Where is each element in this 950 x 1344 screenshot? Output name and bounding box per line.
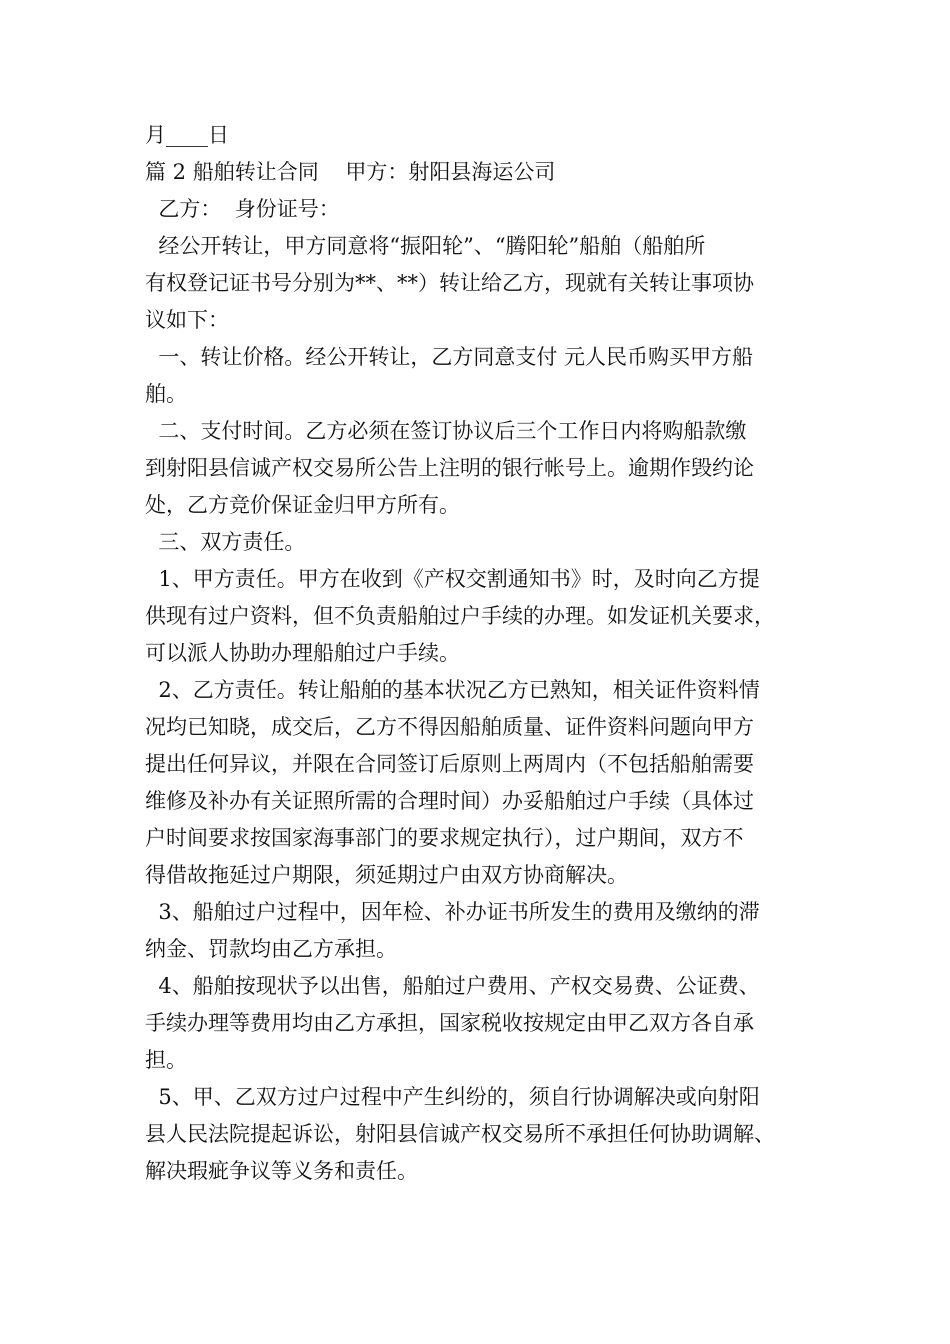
text-line: 2、乙方责任。转让船舶的基本状况乙方已熟知，相关证件资料情 — [145, 678, 760, 702]
text-line: 县人民法院提起诉讼，射阳县信诚产权交易所不承担任何协助调解、 — [145, 1122, 775, 1146]
document-page — [145, 117, 825, 1190]
text-line: 担。 — [145, 1048, 187, 1072]
text-line: 处，乙方竞价保证金归甲方所有。 — [145, 493, 460, 517]
text-line: 经公开转让，甲方同意将“振阳轮”、“腾阳轮”船舶（船舶所 — [145, 234, 706, 258]
text-line: 手续办理等费用均由乙方承担，国家税收按规定由甲乙双方各自承 — [145, 1011, 754, 1035]
text-line: 5、甲、乙双方过户过程中产生纠纷的，须自行协调解决或向射阳 — [145, 1085, 760, 1109]
text-line: 一、转让价格。经公开转让，乙方同意支付 元人民币购买甲方船 — [145, 345, 754, 369]
text-line: 舶。 — [145, 382, 187, 406]
text-line: 月____日 — [145, 123, 229, 147]
text-line: 得借故拖延过户期限，须延期过户由双方协商解决。 — [145, 863, 628, 887]
text-line: 解决瑕疵争议等义务和责任。 — [145, 1159, 418, 1183]
text-line: 3、船舶过户过程中，因年检、补办证书所发生的费用及缴纳的滞 — [145, 900, 760, 924]
text-line: 二、支付时间。乙方必须在签订协议后三个工作日内将购船款缴 — [145, 419, 747, 443]
text-line: 况均已知晓，成交后，乙方不得因船舶质量、证件资料问题向甲方 — [145, 715, 754, 739]
text-line: 1、甲方责任。甲方在收到《产权交割通知书》时，及时向乙方提 — [145, 567, 760, 591]
text-line: 纳金、罚款均由乙方承担。 — [145, 937, 397, 961]
text-line: 维修及补办有关证照所需的合理时间）办妥船舶过户手续（具体过 — [145, 789, 754, 813]
text-line: 有权登记证书号分别为**、**）转让给乙方，现就有关转让事项协 — [145, 271, 754, 295]
text-line: 户时间要求按国家海事部门的要求规定执行），过户期间，双方不 — [145, 826, 744, 850]
text-line: 议如下： — [145, 308, 229, 332]
text-line: 提出任何异议，并限在合同签订后原则上两周内（不包括船舶需要 — [145, 752, 754, 776]
text-line: 供现有过户资料，但不负责船舶过户手续的办理。如发证机关要求， — [145, 604, 775, 628]
text-line: 乙方： 身份证号： — [145, 197, 340, 221]
text-line: 可以派人协助办理船舶过户手续。 — [145, 641, 460, 665]
text-line: 4、船舶按现状予以出售，船舶过户费用、产权交易费、公证费、 — [145, 974, 760, 998]
text-line: 篇 2 船舶转让合同 甲方：射阳县海运公司 — [145, 160, 556, 184]
text-line: 到射阳县信诚产权交易所公告上注明的银行帐号上。逾期作毁约论 — [145, 456, 754, 480]
text-line: 三、双方责任。 — [145, 530, 306, 554]
